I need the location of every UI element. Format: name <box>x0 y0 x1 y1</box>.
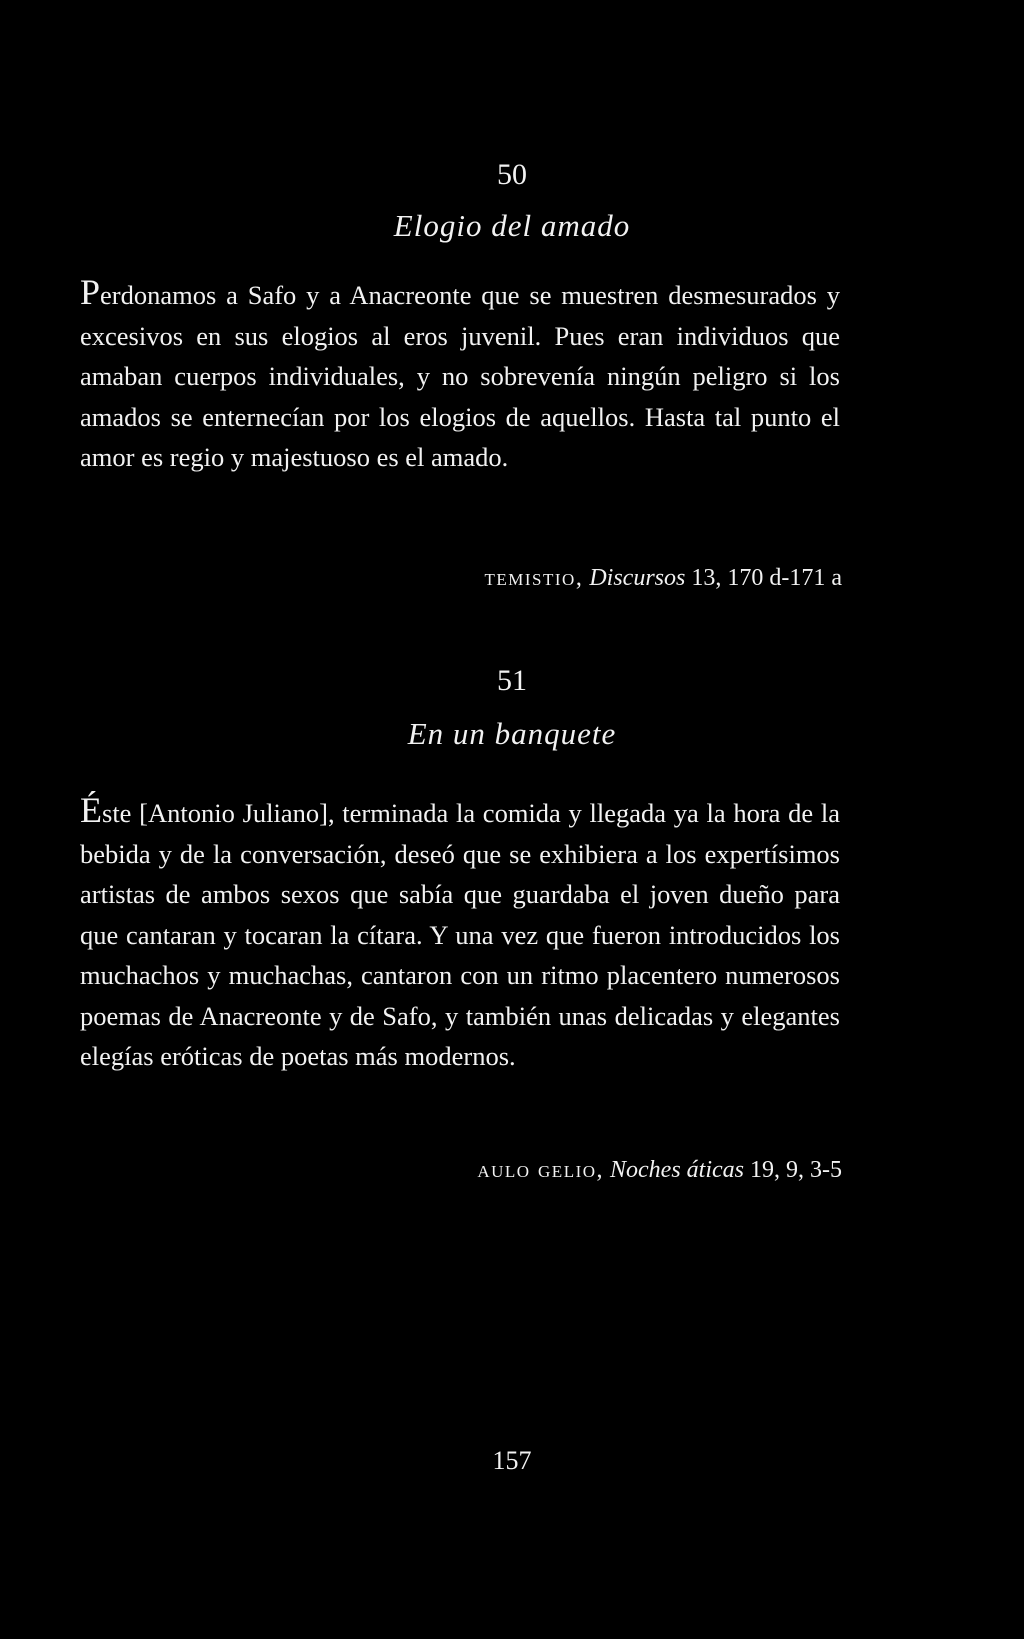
section-number-51: 51 <box>497 664 527 697</box>
page-number: 157 <box>492 1446 532 1475</box>
citation-51 <box>477 1158 842 1182</box>
section-text-51: ste [Antonio Juliano], terminada la comida y llegada ya la hora de la bebida y de la conversación, deseó que se exhibiera a los expertísimos artistas de ambos sexos que sabía que guardaba el joven dueño para que cantaran y tocaran la cítara. Y una vez que fueron introducidos los muchachos y muchachas, cantaron con un ritmo placentero numerosos poemas de Anacreonte y de Safo, y también unas delicadas y elegantes elegías eróticas de poetas más modernos. <box>80 798 840 1071</box>
section-body-50 <box>80 274 840 478</box>
citation-author-51: aulo gelio, <box>477 1157 605 1183</box>
citation-50 <box>485 566 843 590</box>
section-body-51 <box>80 792 840 1077</box>
citation-work-51: Noches áticas <box>610 1157 744 1183</box>
dropcap-50: P <box>80 272 101 312</box>
citation-work-50: Discursos <box>589 565 686 591</box>
section-number-50: 50 <box>497 158 527 191</box>
citation-ref-50: 13, 170 d-171 a <box>691 565 842 591</box>
citation-ref-51: 19, 9, 3-5 <box>750 1157 842 1183</box>
section-title-en-un-banquete: En un banquete <box>407 716 617 751</box>
section-text-50: erdonamos a Safo y a Anacreonte que se muestren desmesurados y excesivos en sus elogios al eros juvenil. Pues eran individuos que amaban cuerpos individuales, y no sobrevenía ningún peligro si los amados se enternecían por los elogios de aquellos. Hasta tal punto el amor es regio y majestuoso es el amado. <box>80 280 840 472</box>
dropcap-51: É <box>80 790 102 830</box>
citation-author-50: temistio, <box>484 565 584 591</box>
section-title-elogio-del-amado: Elogio del amado <box>393 208 631 243</box>
